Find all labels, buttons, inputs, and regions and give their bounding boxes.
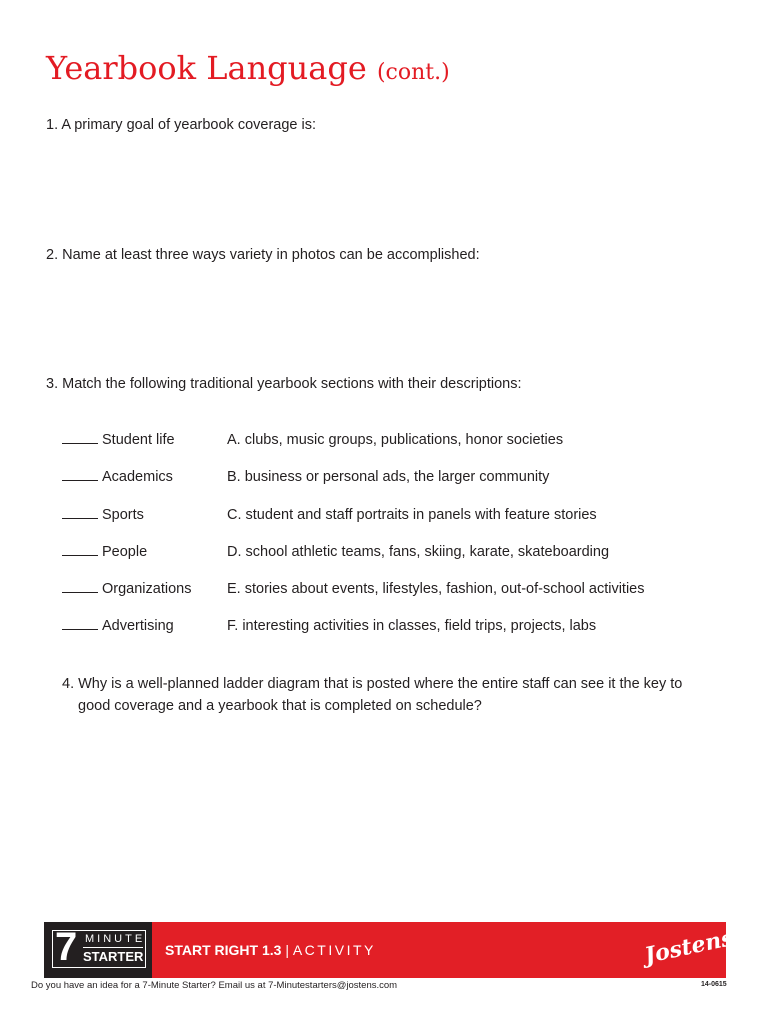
section-name: Advertising [102,618,174,634]
option-text: interesting activities in classes, field trips, projects, labs [242,618,597,634]
activity-label: ACTIVITY [292,942,376,958]
question-1: 1. A primary goal of yearbook coverage is: [46,117,317,133]
description [227,579,644,599]
matching-row [62,467,550,487]
banner-separator: | [285,942,289,958]
description [227,430,563,450]
description [227,616,596,636]
matching-row [62,505,597,525]
lesson-code: START RIGHT 1.3 [165,942,282,958]
page-title [46,46,450,95]
description [227,467,549,487]
form-code: 14-0615 [701,981,727,988]
answer-blank[interactable] [62,542,98,556]
seven-minute-starter-logo [52,925,146,969]
logo-minute: MINUTE [85,933,146,945]
answer-blank[interactable] [62,616,98,630]
question-2: 2. Name at least three ways variety in photos can be accomplished: [46,247,480,263]
page-title-suffix: (cont.) [376,60,450,85]
option-text: school athletic teams, fans, skiing, karate, skateboarding [245,544,610,560]
question-4: 4. Why is a well-planned ladder diagram that is posted where the entire staff can see it the key to good coverage and a yearbook that is completed on schedule? [62,676,683,714]
option-text: stories about events, lifestyles, fashion, out-of-school activities [244,581,645,597]
section-name: People [102,544,148,560]
activity-banner [44,922,736,978]
section-name: Organizations [102,581,192,597]
option-letter: D. [227,544,242,560]
matching-row [62,542,610,562]
section-name: Student life [102,432,175,448]
question-3: 3. Match the following traditional yearbook sections with their descriptions: [46,376,522,392]
option-text: business or personal ads, the larger community [244,469,550,485]
section-name: Academics [102,469,173,485]
matching-row [62,430,564,450]
matching-row [62,579,645,599]
footer-note: Do you have an idea for a 7-Minute Starter? Email us at 7-Minutestarters@jostens.com [31,980,398,991]
description [227,505,597,525]
matching-row [62,616,597,636]
answer-blank[interactable] [62,430,98,444]
page-title-main: Yearbook Language [46,49,367,87]
answer-blank[interactable] [62,505,98,519]
section-name: Sports [102,507,144,523]
answer-blank[interactable] [62,579,98,593]
logo-panel [44,922,152,978]
option-text: student and staff portraits in panels with feature stories [245,507,597,523]
jostens-logo: Jostens [642,924,736,970]
option-letter: A. [227,432,241,448]
description [227,542,609,562]
option-letter: C. [227,507,242,523]
answer-blank[interactable] [62,467,98,481]
banner-text [165,942,376,958]
logo-starter: STARTER [83,949,144,964]
option-letter: E. [227,581,241,597]
option-letter: F. [227,618,239,634]
logo-number: 7 [55,925,78,969]
option-text: clubs, music groups, publications, honor societies [244,432,564,448]
option-letter: B. [227,469,241,485]
